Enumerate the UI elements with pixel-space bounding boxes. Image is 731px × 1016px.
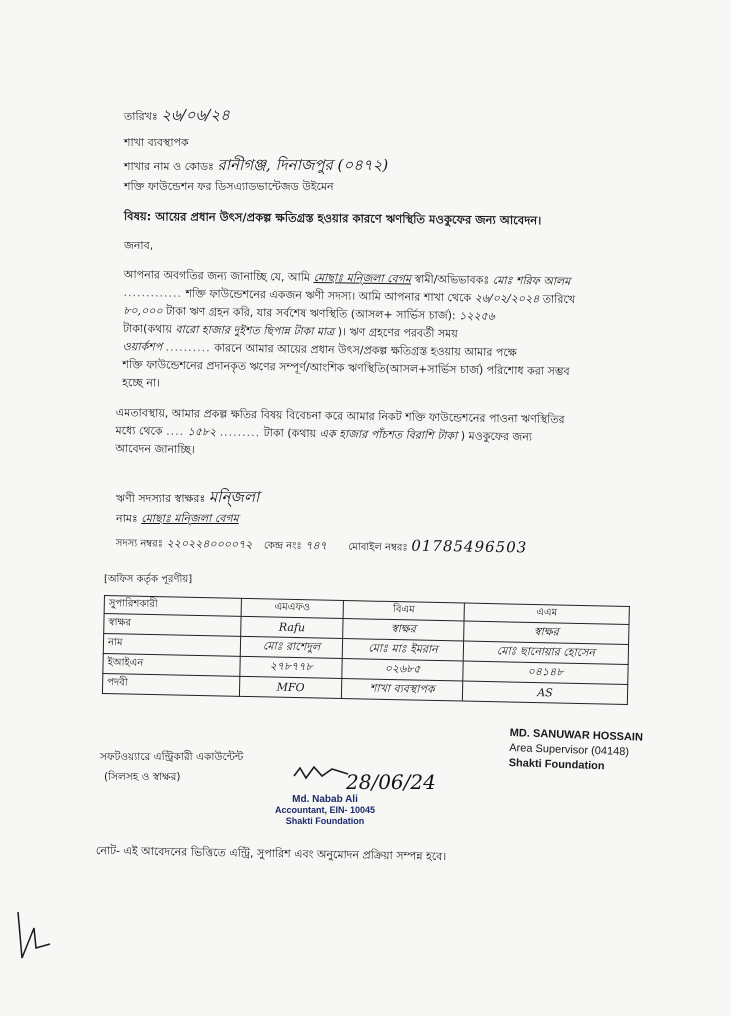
table-header-cell: সুপারিশকারী [104, 596, 241, 617]
subject-line: বিষয়: আয়ের প্রধান উৎস/প্রকল্প ক্ষতিগ্রস্ত হওয়ার কারণে ঋণস্থিতি মওকুফের জন্য আবেদন। [123, 208, 542, 228]
request-line-1: এমতাবস্থায়, আমার প্রকল্প ক্ষতির বিষয় বিবেচনা করে আমার নিকট শক্তি ফাউন্ডেশনের পাওনা ঋণস্থিতির [115, 405, 565, 427]
body-line-1: আপনার অবগতির জন্য জানাচ্ছি যে, আমি মোছাঃ মন্জিলা বেগম স্বামী/অভিভাবকঃ মোঃ শরিফ আলম [123, 267, 571, 289]
date-line [124, 104, 230, 129]
date-value: ২৬/০৬/২৪ [161, 106, 230, 124]
row-label: পদবী [102, 673, 239, 696]
member-signature: মন্জিলা [208, 488, 260, 506]
table-header-cell: বিএম [343, 601, 464, 622]
salutation: জনাব, [124, 239, 154, 252]
request-line-2: মধ্যে থেকে .... ১৫৮২ ......... টাকা (কথায় এক হাজার পাঁচশত বিরাশি টাকা ) মওকুফের জন্য [115, 423, 533, 444]
table-cell: MFO [239, 676, 342, 698]
table-header-cell: এমএফও [241, 598, 343, 618]
table-cell: শাখা ব্যবস্থাপক [342, 679, 463, 702]
member-id: ২২০২২৪০০০০৭২ [166, 536, 253, 552]
table-cell: ২৭৮৭৭৮ [240, 656, 343, 678]
stamp-title: Area Supervisor (04148) [509, 741, 630, 759]
body-line-3: ৮০,০০০ টাকা ঋণ গ্রহন করি, যার সর্বশেষ ঋণস্থিতি (আসল+ সার্ভিস চার্জ): ১২২৫৬ [123, 303, 495, 323]
waiver-amount: ১৫৮২ [187, 425, 217, 439]
table-cell: স্বাক্ষর [343, 619, 464, 642]
branch-value: রানীগঞ্জ, দিনাজপুর (০৪৭২) [217, 156, 389, 174]
body-line-4: টাকা(কথায় বারো হাজার দুইশত ছিপান্ন টাকা মাত্র )। ঋণ গ্রহণের পরবর্তী সময় [122, 321, 458, 341]
table-cell: মোঃ ছানোয়ার হোসেন [463, 641, 628, 664]
row-label: ইআইএন [103, 653, 240, 676]
table-cell: AS [462, 681, 627, 704]
request-paragraph [115, 404, 565, 465]
center-number: ৭৪৭ [305, 538, 327, 553]
recipient: শাখা ব্যবস্থাপক [124, 136, 189, 149]
table-cell: ০২৬৮৫ [342, 659, 463, 682]
table-cell: মোঃ রাশেদুল [240, 636, 343, 658]
accountant-label: সফটওয়্যারে এন্ট্রিকারী একাউন্টেন্ট [100, 751, 244, 763]
accountant-stamp-title: Accountant, EIN- 10045 [274, 805, 376, 815]
body-paragraph [122, 266, 575, 399]
row-label: নাম [103, 634, 240, 657]
applicant-name: মোছাঃ মন্জিলা বেগম [313, 270, 412, 286]
branch-label: শাখার নাম ও কোডঃ [124, 160, 214, 173]
body-line-6: শক্তি ফাউন্ডেশনের প্রদানকৃত ঋণের সম্পূর্ণ/আংশিক ঋণস্থিতি(আসল+সার্ভিস চার্জ) পরিশোধ করা সম্ভব [122, 357, 570, 379]
note-line: নোট- এই আবেদনের ভিত্তিতে এন্ট্রি, সুপারিশ এবং অনুমোদন প্রক্রিয়া সম্পন্ন হবে। [95, 843, 447, 864]
stamp-org: Shakti Foundation [508, 756, 605, 773]
loss-reason: ওয়ার্কশপ [122, 339, 163, 354]
body-line-2: ............. শক্তি ফাউন্ডেশনের একজন ঋণী সদস্য। আমি আপনার শাখা থেকে ২৬/০২/২০২৪ তারিখে [123, 285, 576, 307]
accountant-sub: (সিলসহ ও স্বাক্ষর) [104, 771, 181, 783]
area-supervisor-stamp [508, 726, 643, 776]
table-cell: মোঃ মাঃ ইমরান [342, 639, 463, 662]
member-name: মোছাঃ মন্জিলা বেগম [141, 512, 239, 525]
loan-date: ২৬/০২/২০২৪ [474, 291, 540, 306]
waiver-in-words: এক হাজার পাঁচশত বিরাশি টাকা [319, 427, 458, 443]
balance-in-words: বারো হাজার দুইশত ছিপান্ন টাকা মাত্র [175, 322, 335, 339]
table-cell: স্বাক্ষর [464, 621, 629, 644]
member-id-line: সদস্য নম্বরঃ ২২০২২৪০০০০৭২ কেন্দ্র নংঃ ৭৪৭ মোবাইল নম্বরঃ 01785496503 [115, 536, 528, 557]
request-line-3: আবেদন জানাচ্ছি। [115, 441, 195, 457]
margin-scribble [12, 908, 56, 968]
branch-line [124, 154, 388, 179]
member-name-line: নামঃ মোছাঃ মন্জিলা বেগম [116, 512, 239, 525]
loan-amount: ৮০,০০০ [123, 303, 163, 318]
loan-balance: ১২২৫৬ [459, 309, 495, 323]
guardian-name: মোঃ শরিফ আলম [492, 273, 571, 289]
row-label: স্বাক্ষর [104, 614, 241, 637]
table-cell: Rafu [241, 616, 344, 638]
office-table [102, 595, 630, 705]
signature-scribble [292, 764, 352, 784]
body-line-7: হচ্ছে না। [122, 375, 161, 390]
body-line-5: ওয়ার্কশপ .......... কারনে আমার আয়ের প্রধান উৎস/প্রকল্প ক্ষতিগ্রস্ত হওয়ায় আমার পক্ষে [122, 339, 517, 360]
organization-name: শক্তি ফাউন্ডেশন ফর ডিসএ্যাডভান্টেজড উইমেন [124, 180, 334, 193]
table-header-cell: এএম [464, 603, 629, 624]
table-cell: ০৪১৪৮ [463, 661, 628, 684]
accountant-stamp-name: Md. Nabab Ali [292, 794, 358, 805]
accountant-date: 28/06/24 [346, 770, 436, 794]
member-signature-line: ঋণী সদস্যার স্বাক্ষরঃ মন্জিলা [116, 488, 260, 506]
date-label: তারিখঃ [124, 110, 158, 123]
accountant-stamp [270, 794, 380, 827]
stamp-name: MD. SANUWAR HOSSAIN [509, 726, 644, 744]
office-fill-label: [অফিস কর্তৃক পূরণীয়] [104, 574, 193, 585]
mobile-number: 01785496503 [411, 536, 528, 557]
accountant-stamp-org: Shakti Foundation [285, 816, 365, 826]
